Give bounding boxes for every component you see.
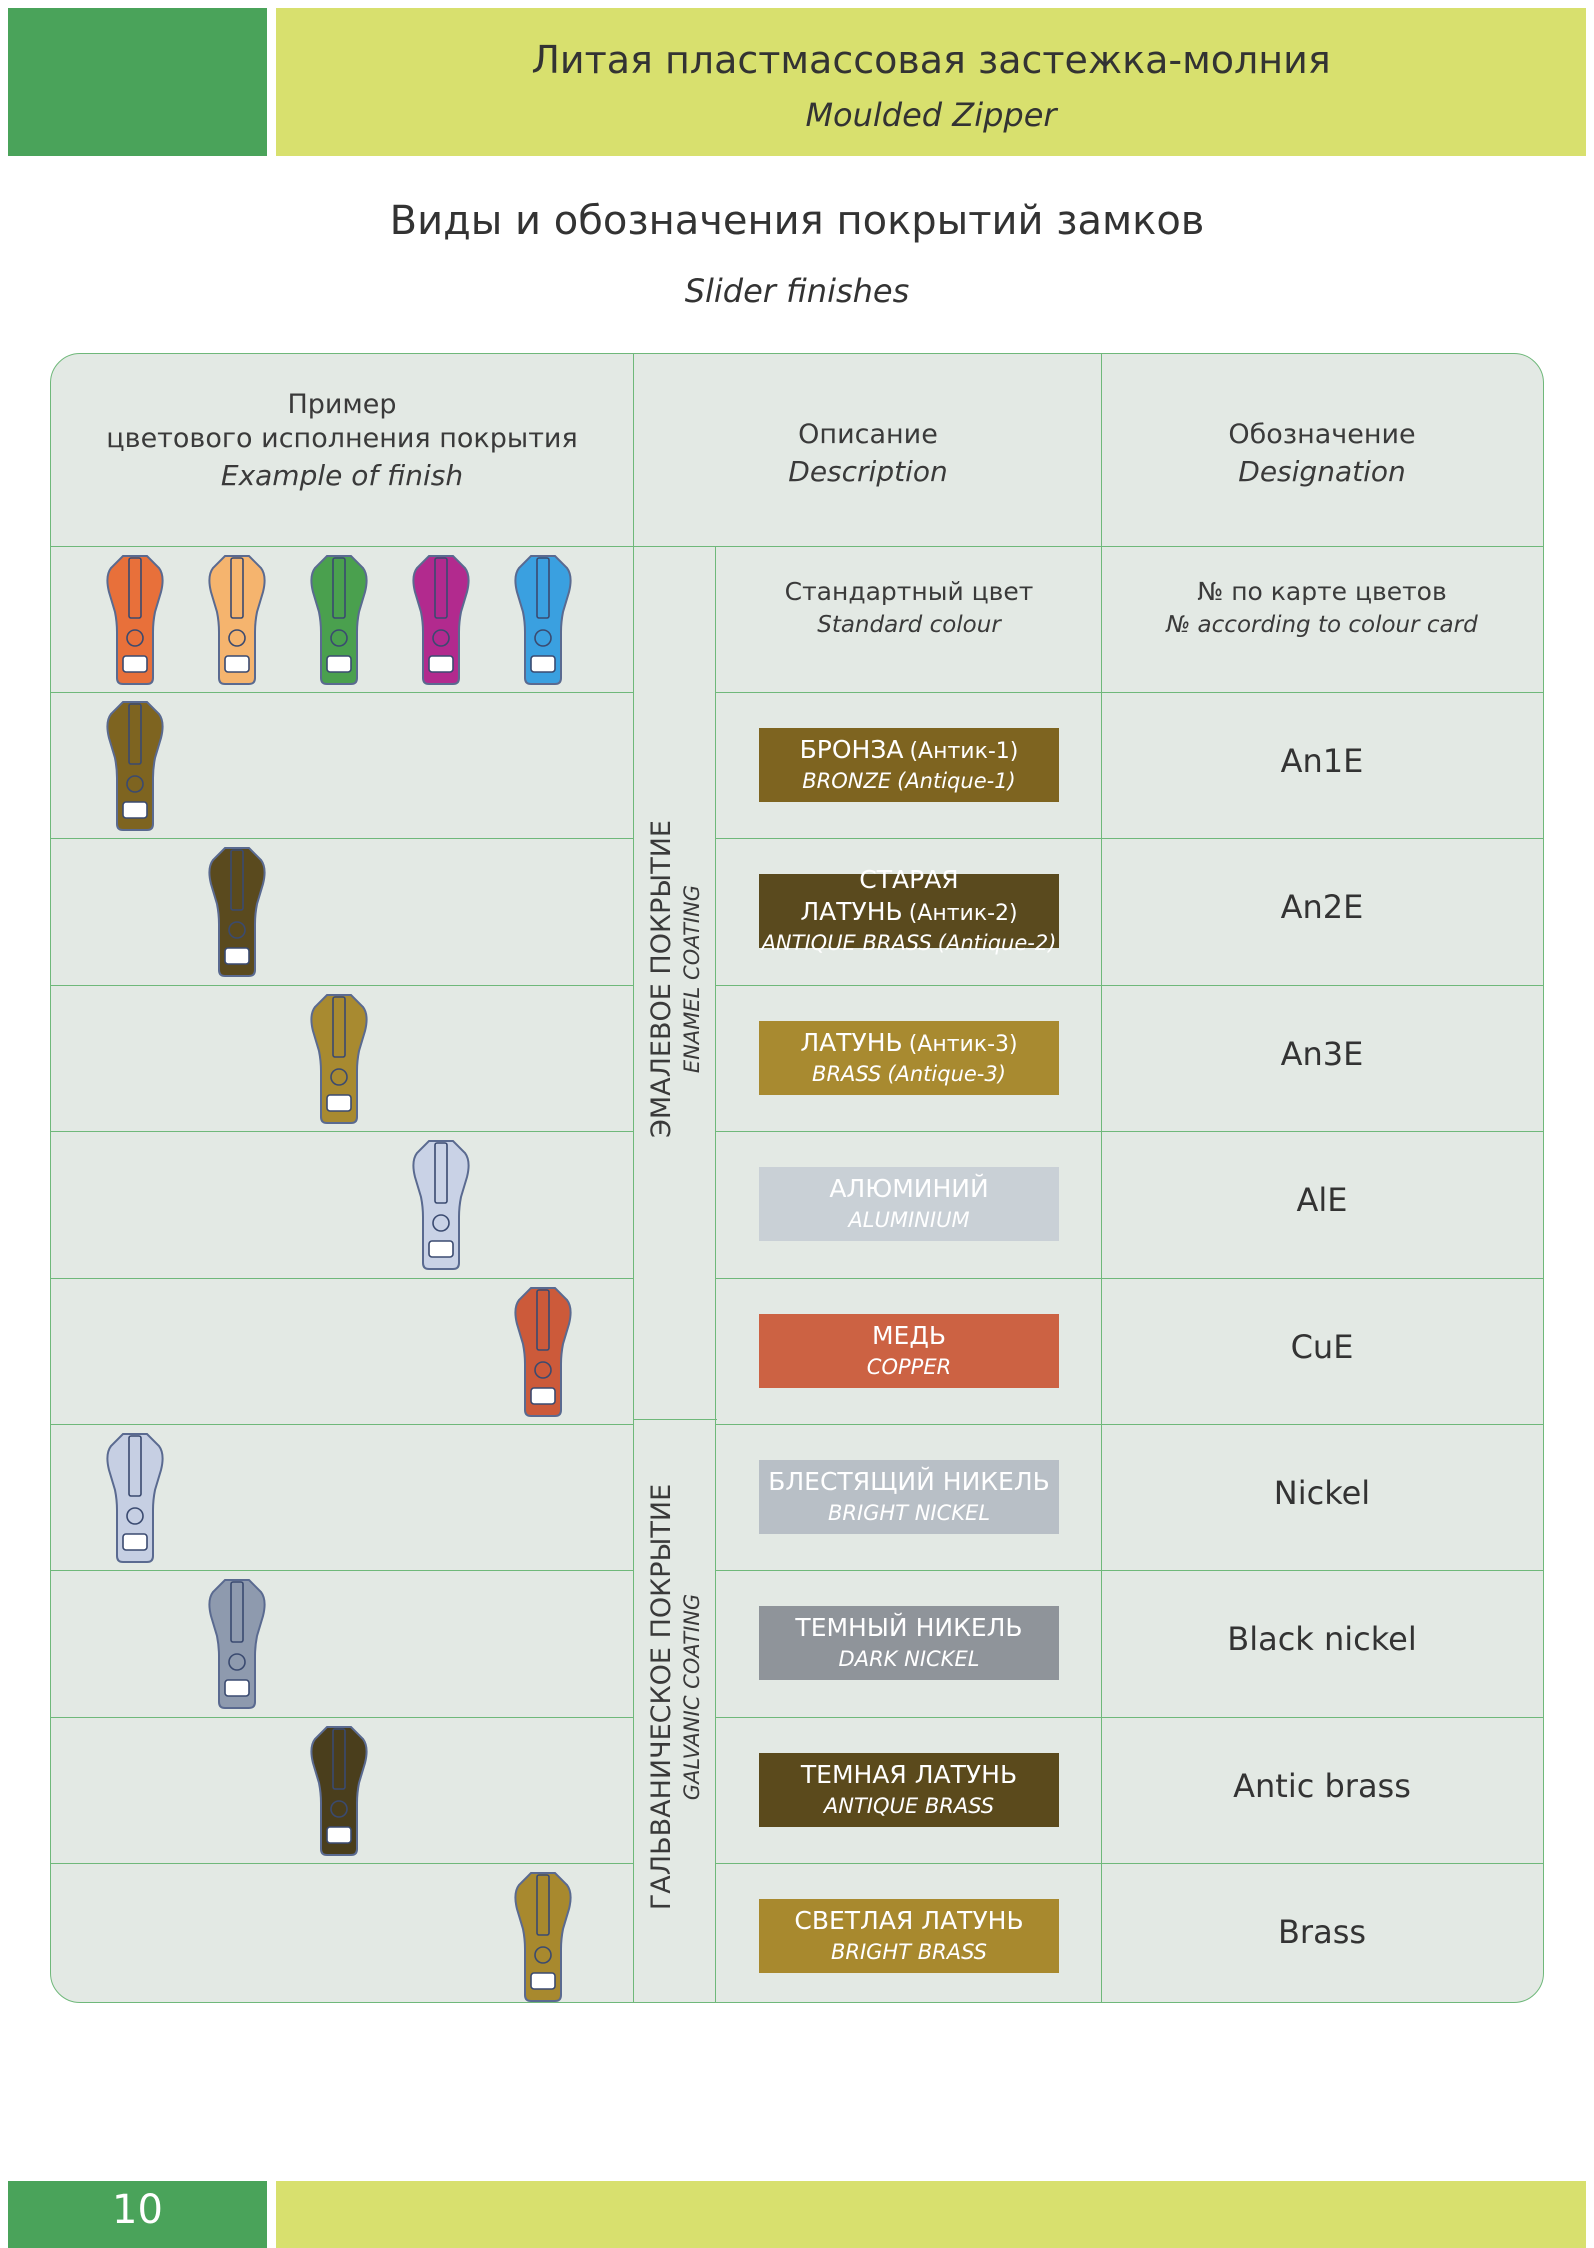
subheader-standard-colour-ru: Стандартный цвет (784, 577, 1034, 606)
subheader-colour-card (1102, 576, 1542, 642)
grid-line (715, 1278, 1543, 1279)
grid-line (715, 1424, 1543, 1425)
header-example (51, 388, 633, 496)
grid-line (1101, 354, 1102, 2002)
zipper-slider-icon (511, 552, 575, 688)
zipper-slider-icon (409, 1137, 473, 1273)
finish-note-en: (Antique-3) (887, 1061, 1006, 1086)
finish-name-ru-main: МЕДЬ (871, 1320, 947, 1350)
finish-name-ru (759, 1028, 1059, 1060)
finish-name-ru-main: ТЕМНЫЙ НИКЕЛЬ (795, 1613, 1023, 1643)
finish-code: AlE (1296, 1181, 1348, 1220)
finish-name-ru (759, 1760, 1059, 1792)
finish-swatch (759, 1460, 1059, 1534)
grid-line (715, 838, 1543, 839)
grid-line (51, 1131, 633, 1132)
header-example-ru-1: Пример (287, 389, 397, 420)
finish-swatch (759, 865, 1059, 956)
finish-name-ru-main: ЛАТУНЬ (800, 1027, 903, 1057)
group-galvanic-en: GALVANIC COATING (680, 1593, 704, 1801)
finish-name-en (759, 1353, 1059, 1381)
zipper-slider-icon (103, 552, 167, 688)
zipper-slider-icon (409, 552, 473, 688)
header-green-block (8, 8, 267, 156)
grid-line (715, 1570, 1543, 1571)
finish-swatch (759, 1167, 1059, 1241)
grid-line (715, 546, 716, 2002)
grid-line (51, 985, 633, 986)
finish-name-ru (759, 865, 1059, 929)
grid-line (715, 985, 1543, 986)
finish-code: An1E (1280, 742, 1364, 780)
finish-code: Black nickel (1227, 1620, 1417, 1659)
grid-line (635, 546, 715, 547)
finish-swatch (759, 1753, 1059, 1827)
finish-name-en-main: BRONZE (802, 769, 892, 793)
grid-line (51, 1278, 633, 1279)
finish-name-en (759, 1938, 1059, 1966)
finish-code: CuE (1290, 1327, 1354, 1366)
group-enamel-ru: ЭМАЛЕВОЕ ПОКРЫТИЕ (646, 820, 677, 1138)
page-title: Виды и обозначения покрытий замков (389, 198, 1205, 244)
header-description-en: Description (788, 455, 948, 488)
finish-code: Nickel (1273, 1474, 1371, 1512)
grid-line (51, 546, 1543, 547)
finish-name-ru (759, 1321, 1059, 1353)
finish-name-en-main: DARK NICKEL (838, 1647, 980, 1672)
finish-name-en (759, 929, 1059, 957)
finish-name-ru-main: АЛЮМИНИЙ (829, 1174, 989, 1204)
finish-name-ru (759, 1174, 1059, 1206)
finish-name-ru (759, 1613, 1059, 1645)
finish-name-en (759, 1060, 1059, 1088)
header-designation (1102, 418, 1542, 492)
finish-swatch (759, 1899, 1059, 1973)
finish-name-ru-main: БРОНЗА (799, 735, 904, 764)
footer-lime-block (276, 2181, 1586, 2248)
finish-code: Antic brass (1233, 1766, 1411, 1805)
finish-name-en (759, 1206, 1059, 1234)
grid-line (715, 1717, 1543, 1718)
grid-line (51, 838, 633, 839)
grid-line (51, 1424, 633, 1425)
finish-name-en-main: BRASS (812, 1061, 882, 1086)
finish-note-en: (Antique-2) (937, 931, 1057, 956)
finish-code: Brass (1277, 1913, 1367, 1952)
finish-swatch (759, 728, 1059, 802)
page-number: 10 (112, 2187, 163, 2233)
zipper-slider-icon (103, 1430, 167, 1566)
zipper-slider-icon (511, 1284, 575, 1420)
finish-name-ru (759, 735, 1059, 767)
grid-line (51, 692, 633, 693)
group-galvanic-ru: ГАЛЬВАНИЧЕСКОЕ ПОКРЫТИЕ (646, 1483, 677, 1911)
header-description-ru: Описание (798, 419, 938, 450)
header-title: Литая пластмассовая застежка-молния (531, 38, 1331, 82)
subheader-colour-card-ru: № по карте цветов (1197, 577, 1447, 606)
finish-name-ru-main: ТЕМНАЯ ЛАТУНЬ (800, 1759, 1018, 1789)
header-subtitle: Moulded Zipper (805, 96, 1057, 134)
finish-name-en-main: BRIGHT BRASS (830, 1940, 988, 1965)
subheader-colour-card-en: № according to colour card (1166, 612, 1478, 638)
finish-name-en-main: ANTIQUE BRASS (761, 931, 932, 956)
finish-name-en-main: COPPER (866, 1354, 952, 1379)
finish-name-en-main: ANTIQUE BRASS (823, 1793, 995, 1818)
grid-line (715, 1131, 1543, 1132)
group-enamel-en: ENAMEL COATING (680, 884, 704, 1074)
finish-name-en (759, 1645, 1059, 1673)
grid-line (633, 1419, 717, 1420)
grid-line (51, 1863, 633, 1864)
grid-line (51, 1717, 633, 1718)
grid-line (715, 692, 1543, 693)
grid-line (51, 1570, 633, 1571)
zipper-slider-icon (511, 1869, 575, 2003)
zipper-slider-icon (307, 552, 371, 688)
finish-name-en (759, 767, 1059, 795)
finish-swatch (759, 1314, 1059, 1388)
finish-name-en (759, 1499, 1059, 1527)
zipper-slider-icon (103, 698, 167, 834)
finish-name-ru (759, 1467, 1059, 1499)
finish-swatch (759, 1021, 1059, 1095)
finish-code: An2E (1280, 888, 1364, 927)
zipper-slider-icon (205, 844, 269, 980)
finish-name-ru-main: СВЕТЛАЯ ЛАТУНЬ (794, 1906, 1024, 1936)
header-example-ru-2: цветового исполнения покрытия (106, 423, 578, 454)
finish-note-ru: (Антик-3) (908, 1031, 1018, 1057)
finish-note-ru: (Антик-2) (908, 901, 1018, 927)
finishes-table (50, 353, 1544, 2003)
finish-name-ru (759, 1906, 1059, 1938)
finish-name-en (759, 1792, 1059, 1820)
finish-name-ru-main: БЛЕСТЯЩИЙ НИКЕЛЬ (768, 1467, 1050, 1496)
zipper-slider-icon (307, 1723, 371, 1859)
finish-swatch (759, 1606, 1059, 1680)
header-designation-en: Designation (1238, 455, 1406, 488)
finish-note-en: (Antique-1) (897, 769, 1016, 793)
header-example-en: Example of finish (220, 459, 464, 492)
header-description (635, 418, 1101, 492)
page-subtitle: Slider finishes (684, 272, 910, 310)
subheader-standard-colour (717, 576, 1101, 642)
grid-line (633, 354, 634, 2002)
subheader-standard-colour-en: Standard colour (817, 612, 1001, 638)
finish-name-en-main: ALUMINIUM (848, 1208, 970, 1233)
finish-name-ru-main: СТАРАЯ ЛАТУНЬ (800, 865, 959, 927)
header-designation-ru: Обозначение (1228, 419, 1416, 450)
grid-line (715, 1863, 1543, 1864)
zipper-slider-icon (205, 552, 269, 688)
finish-note-ru: (Антик-1) (909, 739, 1019, 764)
zipper-slider-icon (307, 991, 371, 1127)
zipper-slider-icon (205, 1576, 269, 1712)
finish-name-en-main: BRIGHT NICKEL (827, 1501, 991, 1525)
finish-code: An3E (1280, 1034, 1364, 1073)
